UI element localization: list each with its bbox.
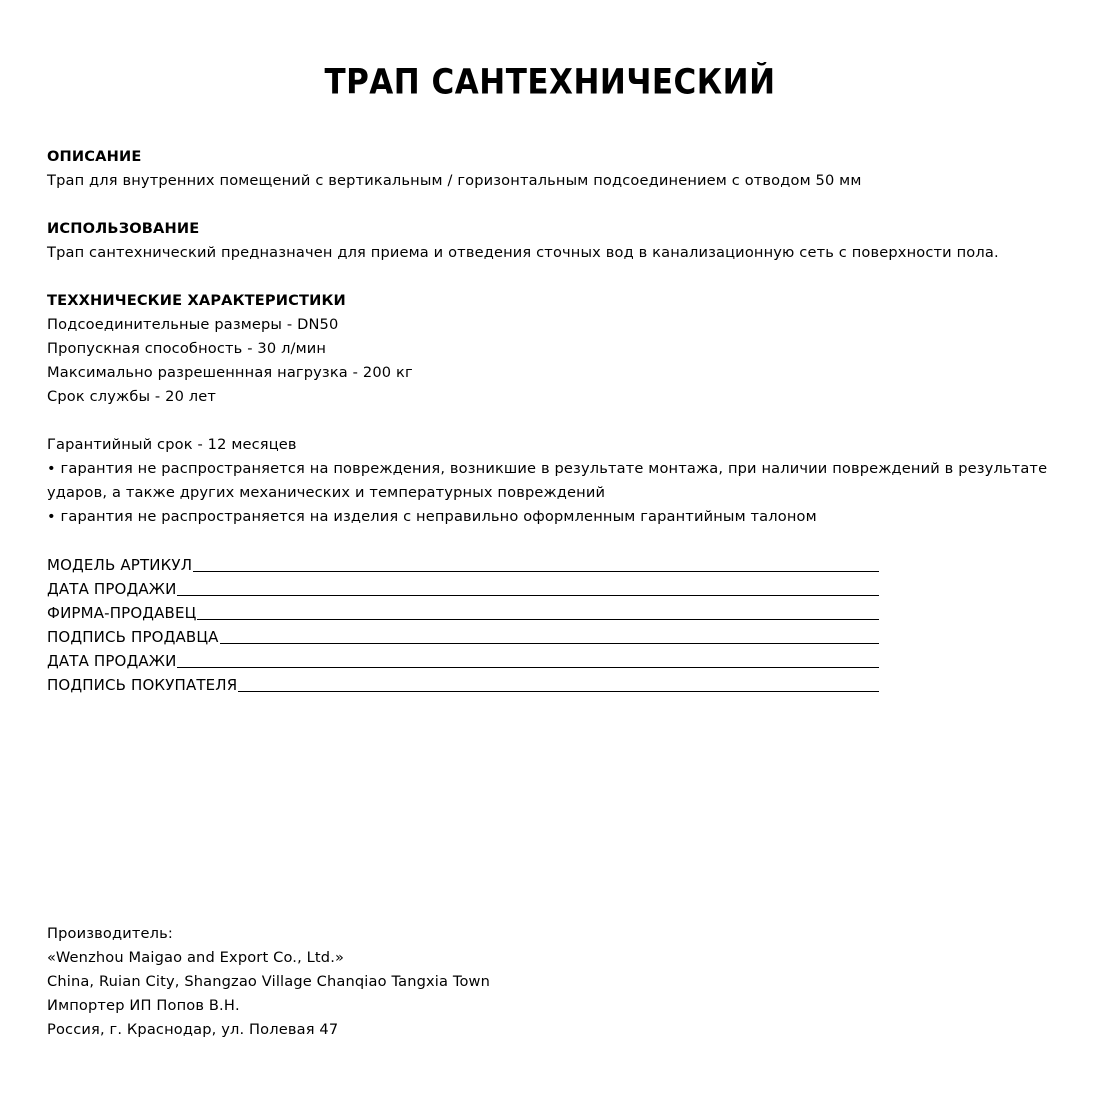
manufacturer-block (47, 922, 490, 1042)
form-field-label: ДАТА ПРОДАЖИ (47, 580, 177, 598)
usage-heading: ИСПОЛЬЗОВАНИЕ (47, 220, 200, 237)
usage-text: Трап сантехнический предназначен для приема и отведения сточных вод в канализационную сеть с поверхности пола. (47, 244, 999, 261)
form-field-seller-company[interactable] (47, 601, 879, 625)
manufacturer-address: China, Ruian City, Shangzao Village Chanqiao Tangxia Town (47, 973, 491, 990)
form-field-sale-date[interactable] (47, 577, 879, 601)
warranty-form (47, 553, 1057, 697)
document-title: ТРАП САНТЕХНИЧЕСКИЙ (324, 62, 776, 103)
spacer (47, 409, 1057, 433)
form-field-label: ПОДПИСЬ ПРОДАВЦА (47, 628, 219, 646)
description-heading: ОПИСАНИЕ (47, 148, 142, 165)
description-text: Трап для внутренних помещений с вертикальным / горизонтальным подсоединением с отводом 50 мм (47, 172, 862, 189)
importer-name: Импортер ИП Попов В.Н. (47, 997, 240, 1014)
form-field-label: ПОДПИСЬ ПОКУПАТЕЛЯ (47, 676, 238, 694)
form-field-label: МОДЕЛЬ АРТИКУЛ (47, 556, 193, 574)
warranty-term: Гарантийный срок - 12 месяцев (47, 436, 297, 453)
spacer (47, 265, 1057, 289)
document-body (47, 145, 1057, 697)
manufacturer-company: «Wenzhou Maigao and Export Co., Ltd.» (47, 949, 345, 966)
form-field-label: ДАТА ПРОДАЖИ (47, 652, 177, 670)
form-field-label: ФИРМА-ПРОДАВЕЦ (47, 604, 197, 622)
form-field-buyer-signature[interactable] (47, 673, 879, 697)
spec-item-service-life: Срок службы - 20 лет (47, 388, 217, 405)
importer-address: Россия, г. Краснодар, ул. Полевая 47 (47, 1021, 339, 1038)
form-field-underline[interactable] (177, 595, 879, 596)
spec-item-connection-size: Подсоединительные размеры - DN50 (47, 316, 339, 333)
warranty-note-coupon: • гарантия не распространяется на изделия с неправильно оформленным гарантийным талоном (47, 508, 817, 525)
form-field-underline[interactable] (177, 667, 879, 668)
form-field-sale-date-2[interactable] (47, 649, 879, 673)
form-field-underline[interactable] (197, 619, 879, 620)
warranty-note-damage: • гарантия не распространяется на повреждения, возникшие в результате монтажа, при наличии повреждений в результате ударов, а также других механических и температурных повреждений (47, 460, 1048, 501)
spec-item-throughput: Пропускная способность - 30 л/мин (47, 340, 327, 357)
form-field-underline[interactable] (220, 643, 879, 644)
form-field-seller-signature[interactable] (47, 625, 879, 649)
spec-item-max-load: Максимально разрешеннная нагрузка - 200 кг (47, 364, 413, 381)
form-field-model-article[interactable] (47, 553, 879, 577)
specs-heading: ТЕХХНИЧЕСКИЕ ХАРАКТЕРИСТИКИ (47, 292, 346, 309)
spacer (47, 193, 1057, 217)
manufacturer-label: Производитель: (47, 925, 173, 942)
form-field-underline[interactable] (238, 691, 879, 692)
form-field-underline[interactable] (193, 571, 879, 572)
